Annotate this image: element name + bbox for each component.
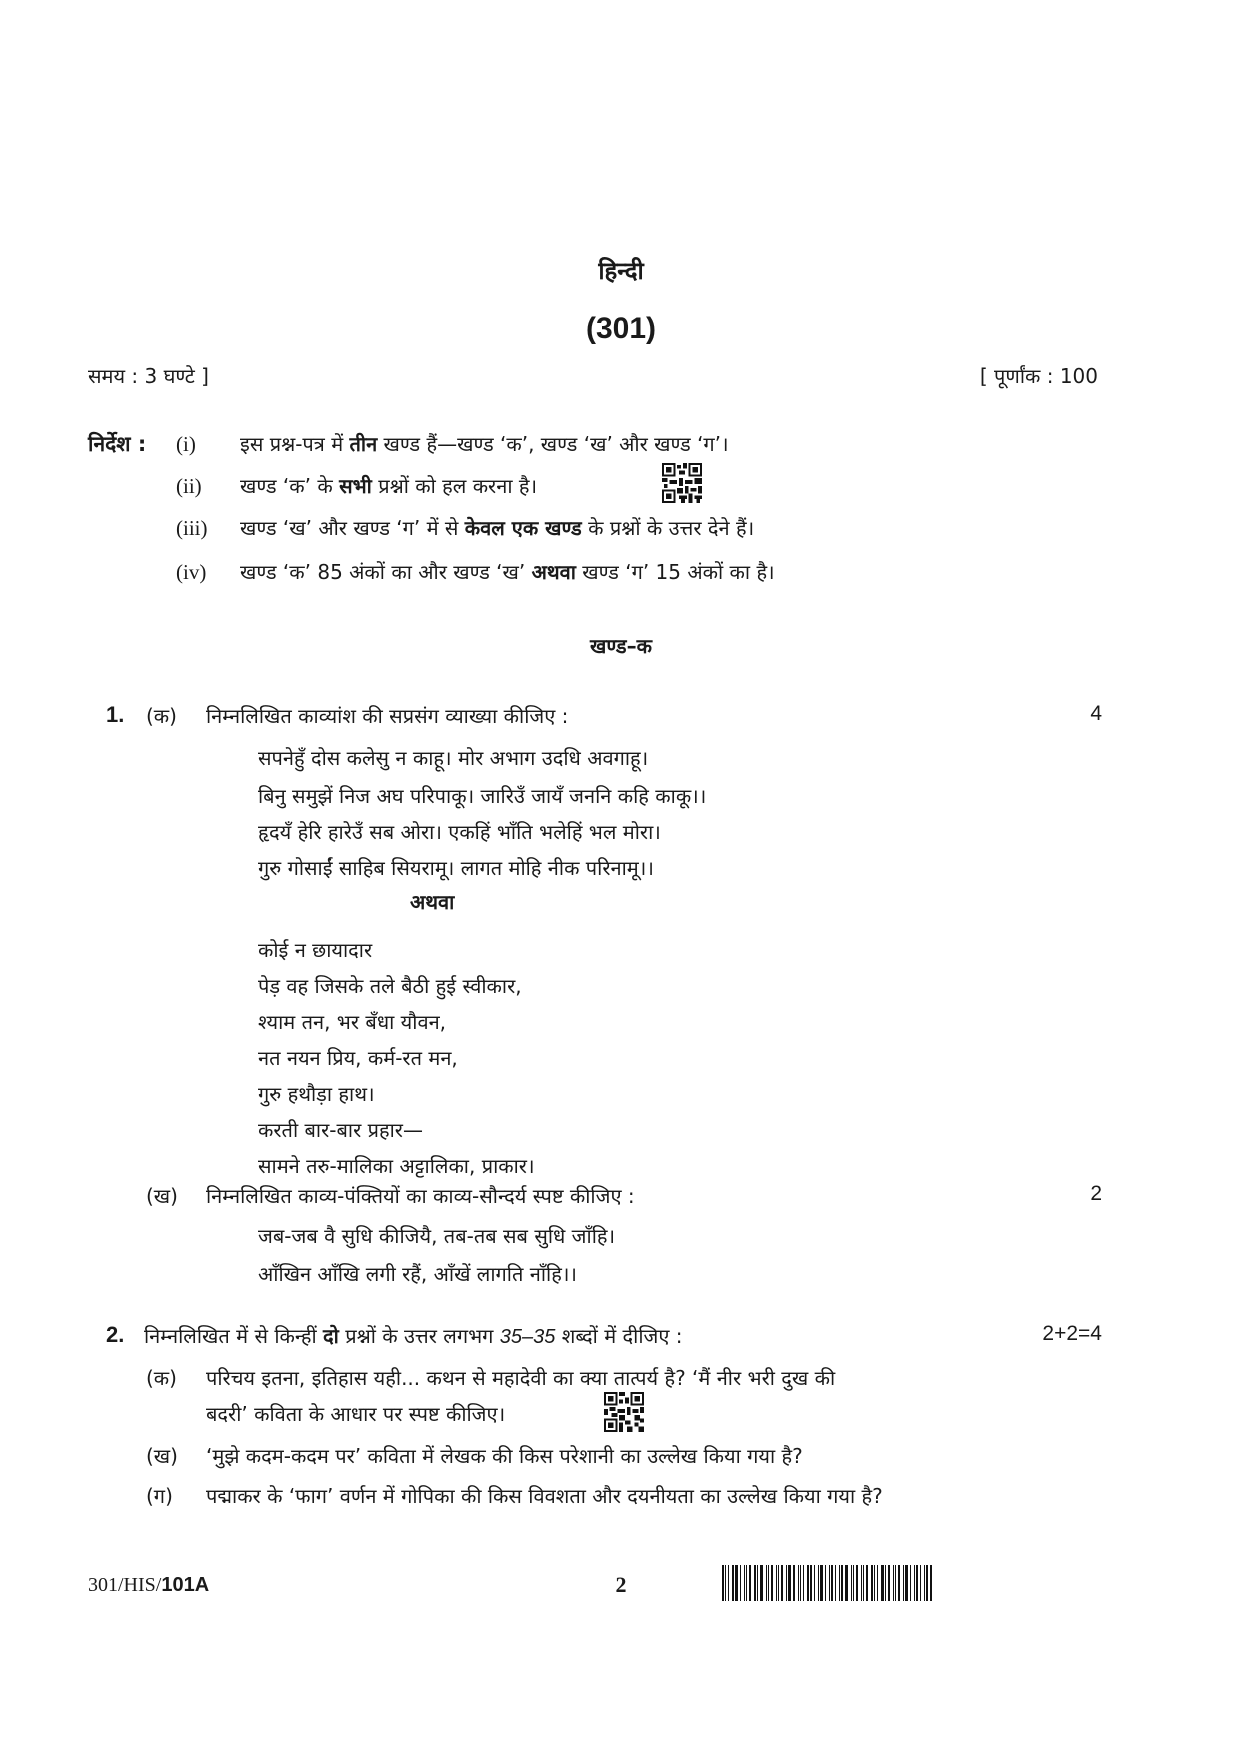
question-1b-prompt: निम्नलिखित काव्य-पंक्तियों का काव्य-सौन्दर्य स्पष्ट कीजिए : <box>206 1184 635 1208</box>
instruction-text: खण्ड ‘ख’ और खण्ड ‘ग’ में से केवल एक खण्ड के प्रश्नों के उत्तर देने हैं। <box>240 516 755 540</box>
subject-title: हिन्दी <box>598 257 644 285</box>
maximum-marks: [ पूर्णांक : 100 <box>979 364 1098 388</box>
question-2b-label: (ख) <box>146 1444 178 1468</box>
question-2c-text: पद्माकर के ‘फाग’ वर्णन में गोपिका की किस विवशता और दयनीयता का उल्लेख किया गया है? <box>206 1484 883 1508</box>
instruction-item <box>176 514 754 541</box>
question-1b-label: (ख) <box>146 1184 178 1208</box>
barcode-icon <box>722 1565 1002 1601</box>
verse-line: नत नयन प्रिय, कर्म-रत मन, <box>258 1046 458 1070</box>
question-1a-label: (क) <box>146 704 177 728</box>
instruction-item <box>176 472 537 499</box>
verse-line: श्याम तन, भर बँधा यौवन, <box>258 1010 447 1034</box>
question-2a-text-cont: बदरी’ कविता के आधार पर स्पष्ट कीजिए। <box>206 1402 506 1426</box>
or-label: अथवा <box>410 890 455 914</box>
question-1a-marks: 4 <box>1090 702 1102 725</box>
verse-line: आँखिन आँखि लगी रहैं, आँखें लागति नाँहि।। <box>258 1262 577 1286</box>
instruction-item <box>176 558 775 585</box>
instructions-label: निर्देश : <box>88 432 147 456</box>
subject-code: (301) <box>585 312 657 345</box>
instruction-number: (iii) <box>176 516 208 540</box>
question-1-number: 1. <box>106 702 125 727</box>
question-1b-marks: 2 <box>1090 1182 1102 1205</box>
instruction-text: खण्ड ‘क’ 85 अंकों का और खण्ड ‘ख’ अथवा खण्ड ‘ग’ 15 अंकों का है। <box>240 560 775 584</box>
verse-line: गुरु गोसाईं साहिब सियरामू। लागत मोहि नीक परिनामू।। <box>258 856 654 880</box>
qr-code-icon[interactable] <box>662 463 702 507</box>
question-2a-text: परिचय इतना, इतिहास यही... कथन से महादेवी का क्या तात्पर्य है? ‘मैं नीर भरी दुख की <box>206 1366 836 1390</box>
verse-line: गुरु हथौड़ा हाथ। <box>258 1082 375 1106</box>
verse-line: बिनु समुझें निज अघ परिपाकू। जारिउँ जायँ जननि कहि काकू।। <box>258 784 707 808</box>
question-1a-prompt: निम्नलिखित काव्यांश की सप्रसंग व्याख्या कीजिए : <box>206 704 569 728</box>
page-number: 2 <box>615 1572 627 1597</box>
question-2a-label: (क) <box>146 1366 177 1390</box>
verse-line: सपनेहुँ दोस कलेसु न काहू। मोर अभाग उदधि अवगाहू। <box>258 746 649 770</box>
verse-line: कोई न छायादार <box>258 938 373 962</box>
paper-code: 301/HIS/101A <box>88 1574 210 1596</box>
verse-line: जब-जब वै सुधि कीजियै, तब-तब सब सुधि जाँहि। <box>258 1224 616 1248</box>
verse-line: सामने तरु-मालिका अट्टालिका, प्राकार। <box>258 1154 535 1178</box>
instruction-text: खण्ड ‘क’ के सभी प्रश्नों को हल करना है। <box>240 474 538 498</box>
instruction-number: (ii) <box>176 474 202 498</box>
question-2-prompt: निम्नलिखित में से किन्हीं दो प्रश्नों के उत्तर लगभग 35–35 शब्दों में दीजिए : <box>144 1324 683 1348</box>
question-2b-text: ‘मुझे कदम-कदम पर’ कविता में लेखक की किस परेशानी का उल्लेख किया गया है? <box>206 1444 803 1468</box>
qr-code-icon[interactable] <box>604 1392 644 1436</box>
instruction-number: (iv) <box>176 560 207 584</box>
question-2-number: 2. <box>106 1322 125 1347</box>
verse-line: पेड़ वह जिसके तले बैठी हुई स्वीकार, <box>258 974 522 998</box>
section-heading: खण्ड–क <box>590 634 652 658</box>
instruction-text: इस प्रश्न-पत्र में तीन खण्ड हैं—खण्ड ‘क’, खण्ड ‘ख’ और खण्ड ‘ग’। <box>240 432 729 456</box>
instruction-item <box>176 430 729 457</box>
question-2-marks: 2+2=4 <box>1042 1322 1102 1345</box>
verse-line: हृदयँ हेरि हारेउँ सब ओरा। एकहिं भाँति भलेहिं भल मोरा। <box>258 820 661 844</box>
time-allowed: समय : 3 घण्टे ] <box>88 364 209 388</box>
verse-line: करती बार-बार प्रहार— <box>258 1118 423 1142</box>
instruction-number: (i) <box>176 432 196 456</box>
question-2c-label: (ग) <box>146 1484 173 1508</box>
